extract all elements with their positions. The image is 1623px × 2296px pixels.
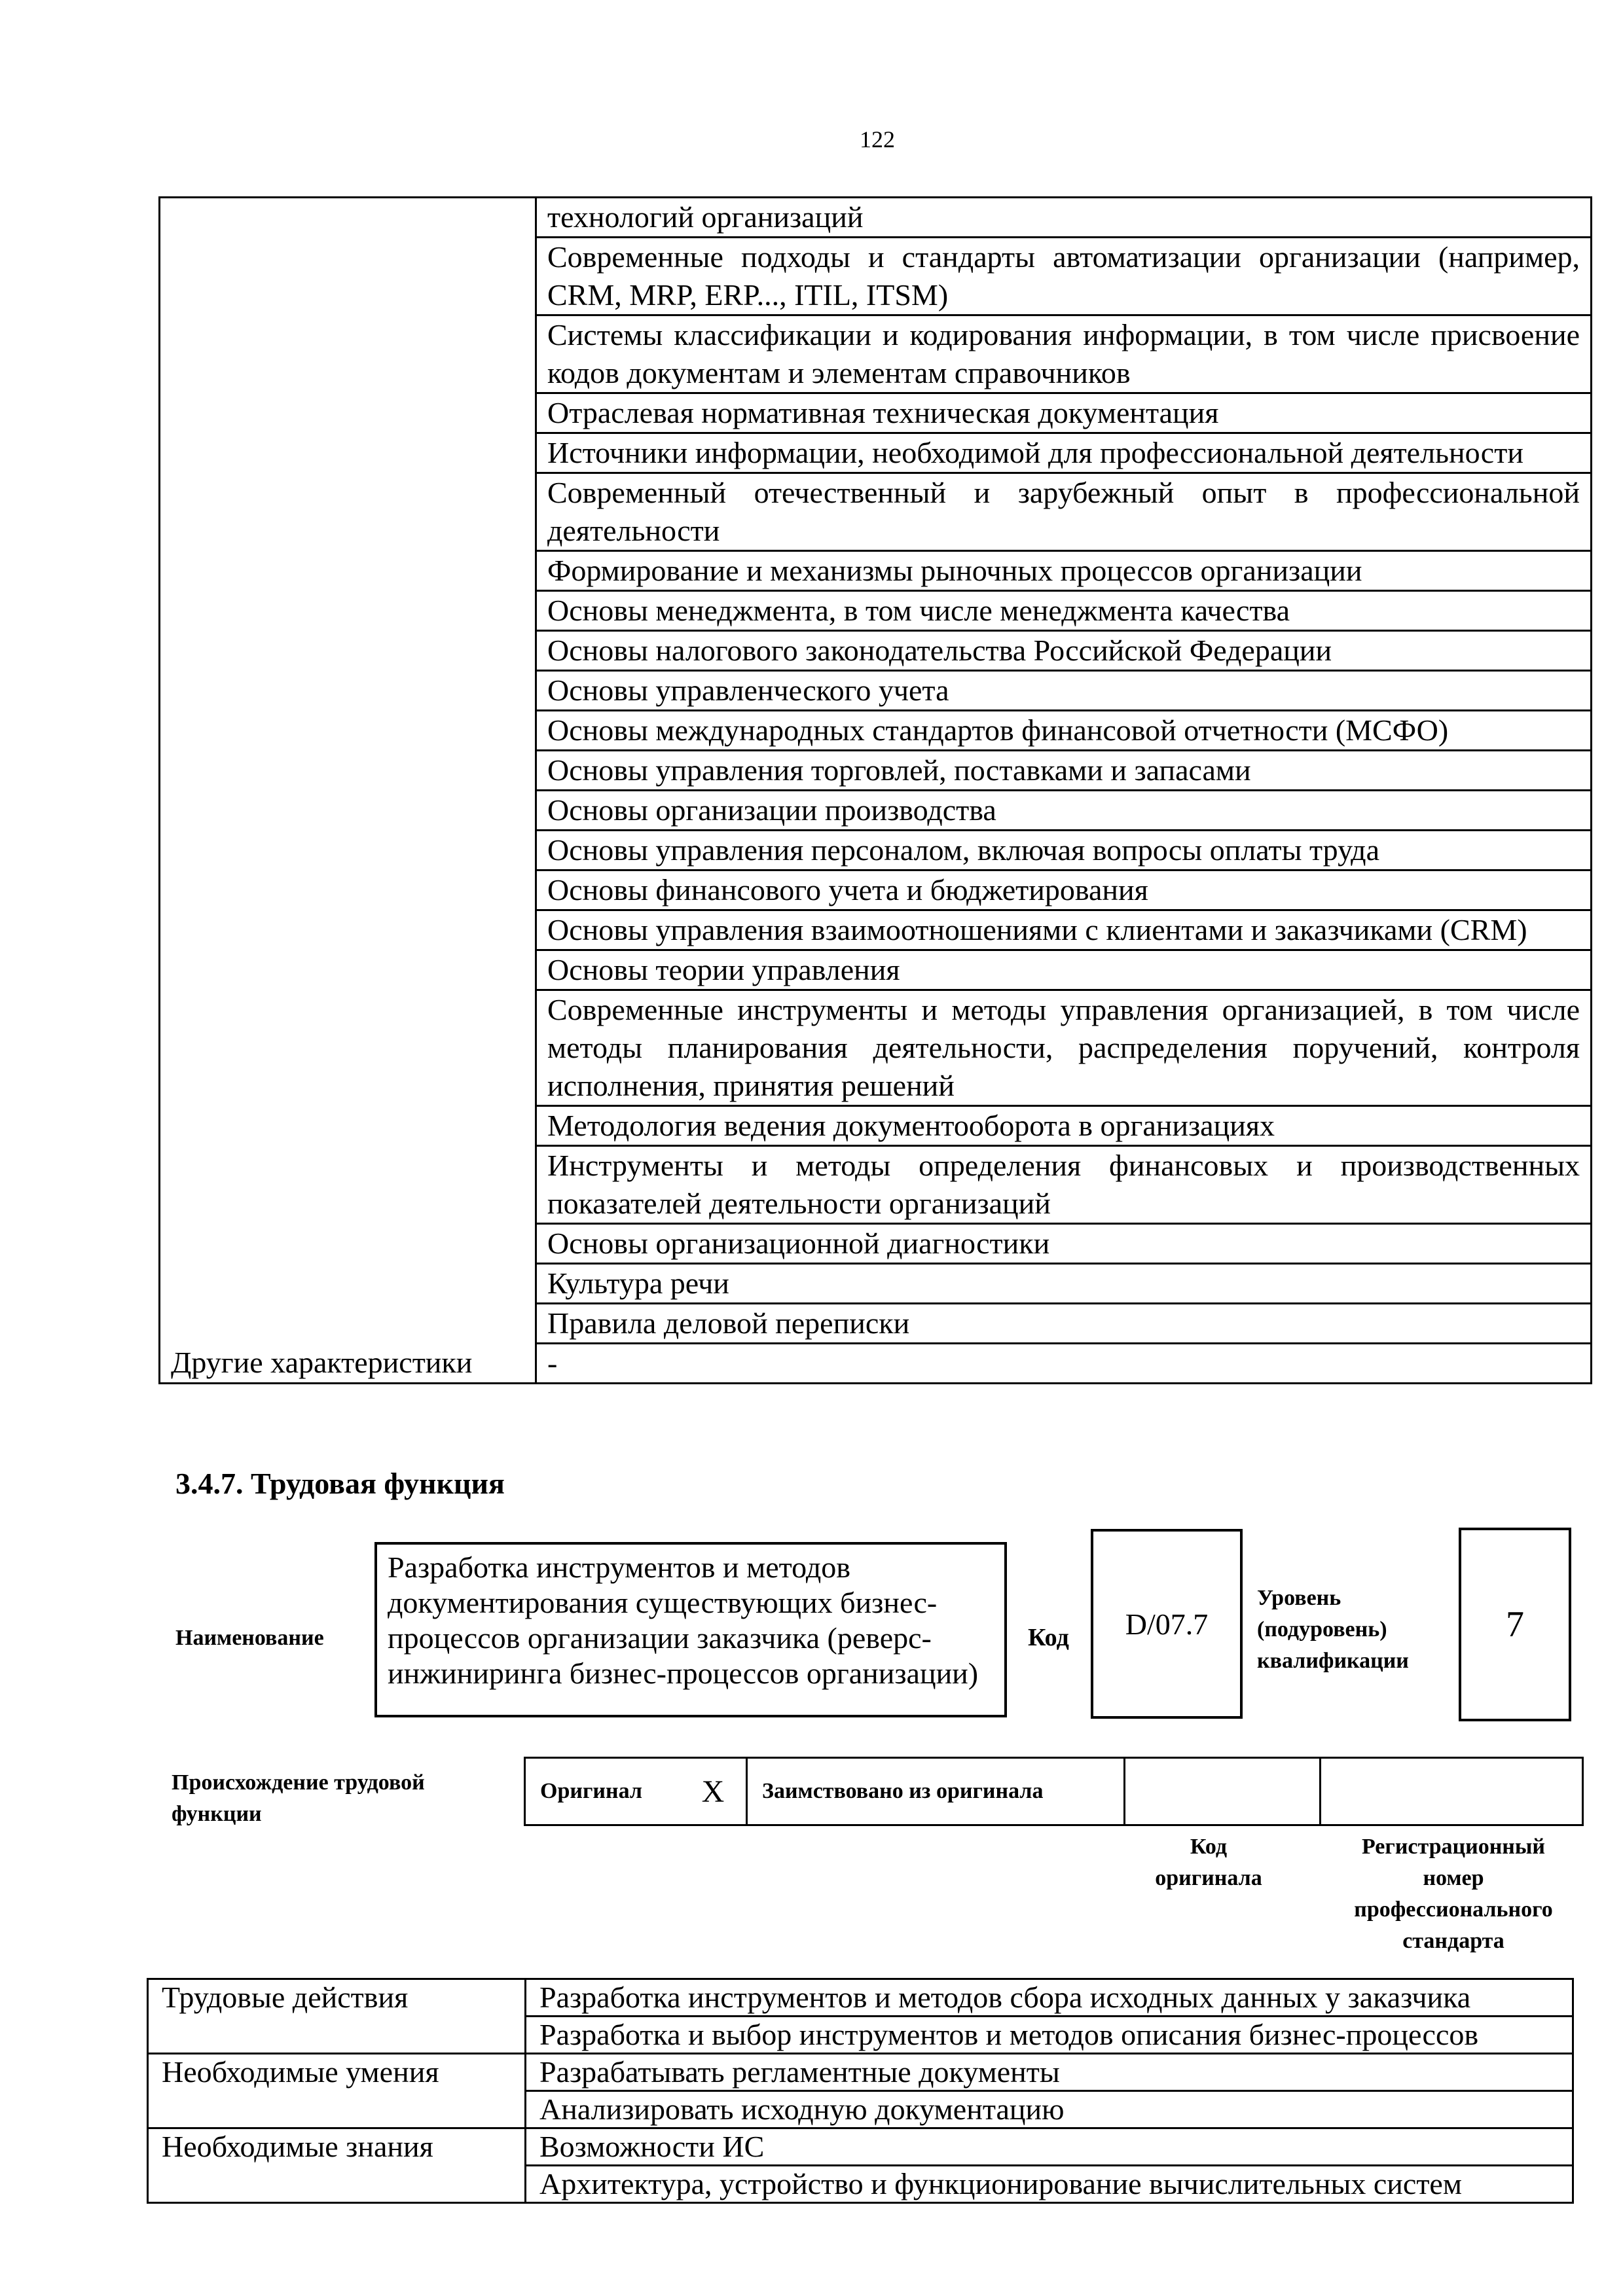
skill-item: Анализировать исходную документацию (526, 2091, 1573, 2128)
reg-caption-line-2: номер (1423, 1866, 1484, 1890)
knowledge-item: Отраслевая нормативная техническая документация (536, 393, 1592, 433)
level-label-line-1: Уровень (1257, 1586, 1341, 1610)
knowledge-item: Основы международных стандартов финансовой отчетности (МСФО) (536, 711, 1592, 751)
reg-caption-line-4: стандарта (1402, 1929, 1504, 1953)
actions-label: Трудовые действия (148, 1979, 526, 2017)
function-code-box (1091, 1529, 1243, 1719)
level-box (1459, 1528, 1571, 1721)
other-characteristics-value: - (536, 1344, 1592, 1384)
code-caption-line-1: Код (1190, 1835, 1228, 1859)
knowledge-item: Источники информации, необходимой для профессиональной деятельности (536, 433, 1592, 473)
knowledge-item: Инструменты и методы определения финансовых и производственных показателей деятельности организаций (536, 1146, 1592, 1224)
registration-number-cell (1321, 1758, 1583, 1825)
reg-caption-line-3: профессионального (1354, 1897, 1553, 1922)
origin-table (524, 1757, 1584, 1826)
knowledge-item: Современные подходы и стандарты автоматизации организации (например, CRM, MRP, ERP..., ITIL, ITSM) (536, 238, 1592, 315)
original-code-cell (1125, 1758, 1321, 1825)
origin-label (172, 1767, 425, 1830)
knowledge-item: Правила деловой переписки (536, 1304, 1592, 1344)
code-caption-line-2: оригинала (1155, 1866, 1262, 1890)
knowledge-item: Современные инструменты и методы управления организацией, в том числе методы планирования деятельности, распределения поручений, контроля исполнения, принятия решений (536, 990, 1592, 1106)
level-label-line-2: (подуровень) (1257, 1617, 1387, 1641)
knowledge-item: Архитектура, устройство и функционирование вычислительных систем (526, 2166, 1573, 2203)
page-number: 122 (860, 126, 895, 152)
code-caption (1110, 1831, 1307, 1894)
code-label: Код (1028, 1624, 1069, 1651)
function-code-value: D/07.7 (1125, 1607, 1209, 1641)
knowledge-label: Необходимые знания (148, 2128, 526, 2166)
original-cell: Оригинал (525, 1758, 681, 1825)
knowledge-item: технологий организаций (536, 198, 1592, 238)
function-table (147, 1978, 1574, 2204)
knowledge-item: Основы налогового законодательства Российской Федерации (536, 631, 1592, 671)
knowledge-item: Основы управления персоналом, включая вопросы оплаты труда (536, 831, 1592, 870)
level-value: 7 (1506, 1604, 1524, 1645)
knowledge-item: Формирование и механизмы рыночных процессов организации (536, 551, 1592, 591)
origin-label-line-2: функции (172, 1802, 262, 1826)
function-name-box: Разработка инструментов и методов документирования существующих бизнес-процессов организации заказчика (реверс-инжиниринга бизнес-процессов организации) (374, 1542, 1007, 1717)
knowledge-item: Основы финансового учета и бюджетирования (536, 870, 1592, 910)
action-item: Разработка инструментов и методов сбора исходных данных у заказчика (526, 1979, 1573, 2017)
skills-label: Необходимые умения (148, 2054, 526, 2091)
borrowed-cell: Заимствовано из оригинала (747, 1758, 1125, 1825)
knowledge-item: Возможности ИС (526, 2128, 1573, 2166)
registration-caption (1322, 1831, 1584, 1957)
knowledge-table (158, 196, 1592, 1384)
reg-caption-line-1: Регистрационный (1361, 1835, 1546, 1859)
section-title: 3.4.7. Трудовая функция (175, 1467, 505, 1500)
knowledge-item: Основы управленческого учета (536, 671, 1592, 711)
origin-label-line-1: Происхождение трудовой (172, 1770, 425, 1795)
level-label-line-3: квалификации (1257, 1649, 1409, 1673)
action-item: Разработка и выбор инструментов и методов описания бизнес-процессов (526, 2017, 1573, 2054)
knowledge-item: Основы организационной диагностики (536, 1224, 1592, 1264)
knowledge-item: Культура речи (536, 1264, 1592, 1304)
knowledge-item: Современный отечественный и зарубежный опыт в профессиональной деятельности (536, 473, 1592, 551)
other-characteristics-label: Другие характеристики (160, 1344, 536, 1384)
skill-item: Разрабатывать регламентные документы (526, 2054, 1573, 2091)
knowledge-item: Системы классификации и кодирования информации, в том числе присвоение кодов документам и элементам справочников (536, 315, 1592, 393)
name-label: Наименование (175, 1626, 324, 1650)
knowledge-item: Методология ведения документооборота в организациях (536, 1106, 1592, 1146)
level-label (1257, 1583, 1409, 1677)
knowledge-item: Основы организации производства (536, 791, 1592, 831)
knowledge-item: Основы менеджмента, в том числе менеджмента качества (536, 591, 1592, 631)
knowledge-item: Основы управления торговлей, поставками и запасами (536, 751, 1592, 791)
original-mark: X (680, 1758, 747, 1825)
knowledge-item: Основы теории управления (536, 950, 1592, 990)
knowledge-item: Основы управления взаимоотношениями с клиентами и заказчиками (CRM) (536, 910, 1592, 950)
